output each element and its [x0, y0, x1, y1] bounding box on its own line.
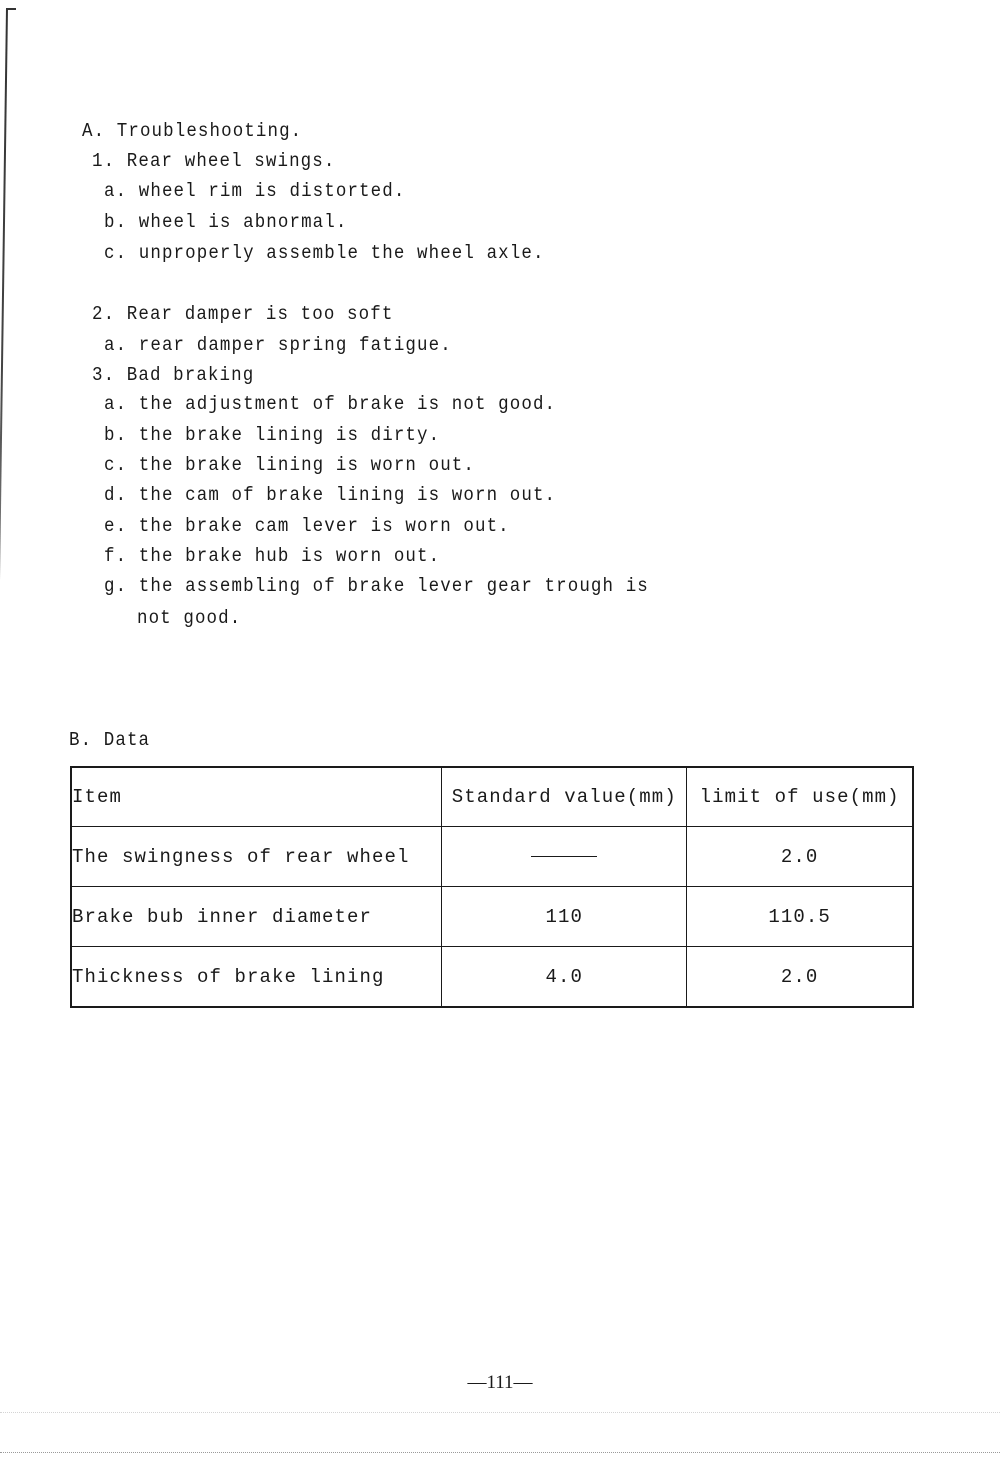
section-a-heading: A. Troubleshooting. [82, 120, 303, 142]
scan-bottom-edge [0, 1452, 1000, 1453]
row-standard-value: 110 [442, 887, 687, 947]
issue-1-cause-a: a. wheel rim is distorted. [104, 180, 406, 202]
no-value-dash [531, 856, 597, 857]
row-standard-value: 4.0 [442, 947, 687, 1008]
issue-3-cause-f: f. the brake hub is worn out. [104, 545, 441, 567]
row-limit-of-use: 110.5 [687, 887, 913, 947]
issue-3-cause-b: b. the brake lining is dirty. [104, 424, 441, 446]
issue-3-title: 3. Bad braking [92, 364, 255, 386]
table-header-row [71, 767, 913, 827]
row-item: Brake bub inner diameter [71, 887, 442, 947]
issue-2-title: 2. Rear damper is too soft [92, 303, 394, 325]
data-table [70, 766, 914, 1008]
row-standard-value [442, 827, 687, 887]
issue-1-cause-c: c. unproperly assemble the wheel axle. [104, 242, 545, 264]
table-row [71, 827, 913, 887]
issue-1-cause-b: b. wheel is abnormal. [104, 211, 348, 233]
page-number: —111— [467, 1372, 533, 1393]
header-standard-value: Standard value(mm) [442, 767, 687, 827]
issue-3-cause-g-continued: not good. [137, 607, 242, 629]
scan-dotted-line [0, 1412, 1000, 1413]
issue-3-cause-e: e. the brake cam lever is worn out. [104, 515, 510, 537]
issue-3-cause-g: g. the assembling of brake lever gear trough is [104, 575, 649, 597]
table-row [71, 887, 913, 947]
issue-3-cause-c: c. the brake lining is worn out. [104, 454, 476, 476]
scan-edge-mark-top [6, 8, 16, 10]
issue-3-cause-a: a. the adjustment of brake is not good. [104, 393, 557, 415]
row-item: The swingness of rear wheel [71, 827, 442, 887]
table-row [71, 947, 913, 1008]
scan-edge-mark [0, 8, 8, 608]
issue-2-cause-a: a. rear damper spring fatigue. [104, 334, 452, 356]
header-limit-of-use: limit of use(mm) [687, 767, 913, 827]
issue-3-cause-d: d. the cam of brake lining is worn out. [104, 484, 557, 506]
row-limit-of-use: 2.0 [687, 947, 913, 1008]
row-limit-of-use: 2.0 [687, 827, 913, 887]
issue-1-title: 1. Rear wheel swings. [92, 150, 336, 172]
header-item: Item [71, 767, 442, 827]
row-item: Thickness of brake lining [71, 947, 442, 1008]
section-b-heading: B. Data [69, 729, 151, 751]
